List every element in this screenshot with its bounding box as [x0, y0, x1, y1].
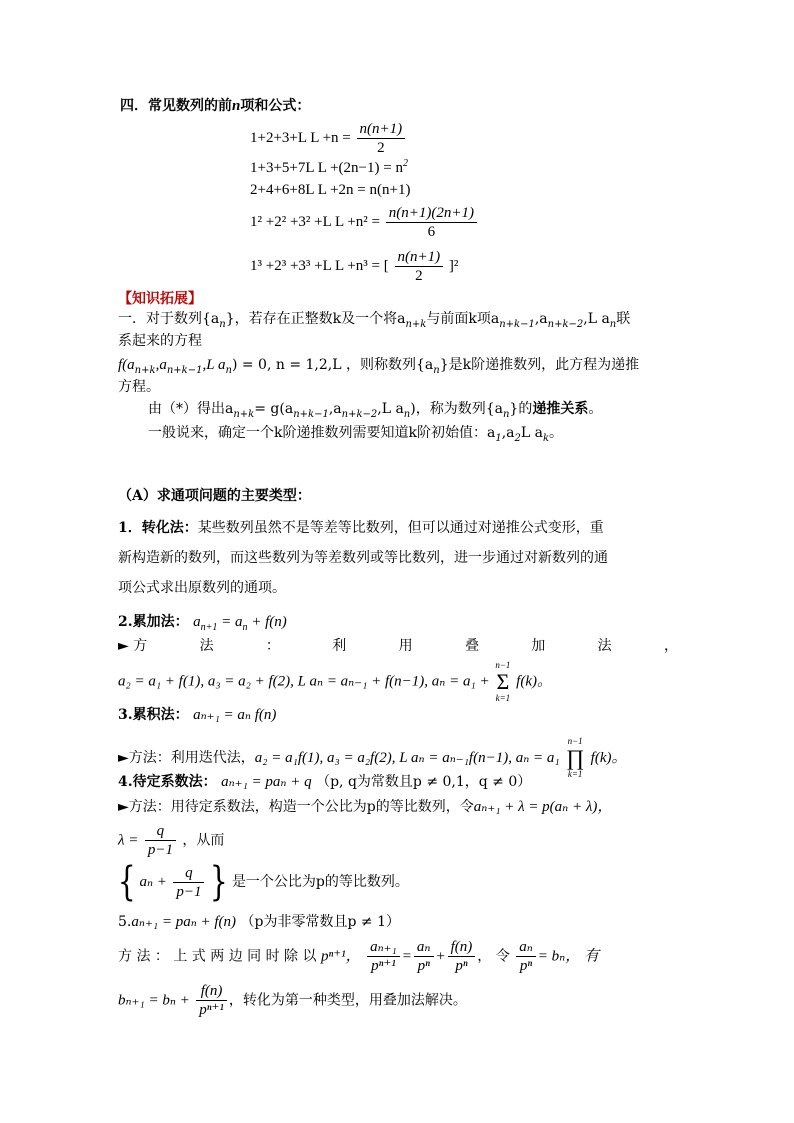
method-3-formula-line: ►方法：利用迭代法，a₂ = a₁f(1), a₃ = a₂f(2), L aₙ = aₙ₋₁f(n−1), aₙ = a₁ n−1 ∏ k=1 f(k)。 [118, 736, 627, 779]
method-5-line-1: 方 法 ： 上 式 两 边 同 时 除 以 pⁿ⁺¹， $\frac{\text{aₙ₊₁}}{\text{pⁿ⁺¹}}$ = $\frac{\text{aₙ}}{\text{pⁿ}}$ + $\frac{f(n)}{\text{pⁿ}}$ ， 令 $\frac{\text{aₙ}}{\text{pⁿ}}$ = bₙ， 有 [118, 939, 599, 974]
formula-sum-squares: 1² +2² +3² +L L +n² = $\frac{n(n+1)(2n+1)}{6}$ [250, 204, 479, 241]
knowledge-extension-title: 【知识拓展】 [118, 291, 202, 307]
section-a-heading: （A）求通项问题的主要类型： [118, 488, 311, 504]
formula-sum-odd: 1+3+5+7L $L +(2n-1) = n^2$ [250, 158, 408, 176]
method-4-sequence: { aₙ + $\frac{q}{p-1}$ } 是一个公比为p的等比数列。 [117, 859, 409, 905]
method-2-method-label: ► 方 法 ： 利 用 叠 加 法 ， [118, 638, 678, 654]
formula-sum-even: 2+4+6+8L L +2n = n(n+1) [250, 182, 411, 198]
method-4-method: ►方法：用待定系数法，构造一个公比为p的等比数列，令aₙ₊₁ + λ = p(aₙ + λ)， [118, 799, 613, 815]
formula-sum-cubes: 1³ +2³ +3³ +L L +n³ = [ $\frac{n(n+1)}{2}$ ]² [250, 249, 459, 284]
ext-line-2: 系起来的方程 [118, 333, 202, 349]
method-4-lambda: λ = $\frac{q}{p-1}$ ，从而 [118, 823, 225, 858]
method-2-title: 2.累加法： $a_{n+1} = a_n + f(n)$ [118, 614, 287, 633]
ext-line-3: $f(a_{n+k},a_{n+k-1},L$ $a_n) = 0$, n = 1,2,L ，则称数列$\{a_n\}$是k阶递推数列，此方程为递推 [118, 357, 640, 376]
method-4-title: 4.待定系数法： aₙ₊₁ = paₙ + q （p, q为常数且p ≠ 0,1，q ≠ 0） [118, 774, 532, 790]
ext-line-6: 一般说来，确定一个k阶递推数列需要知道k阶初始值：$a_1,a_2L$ $a_k$。 [148, 425, 564, 444]
ext-line-4: 方程。 [118, 379, 160, 395]
formula-sum-n: 1+2+3+L L +n = $\frac{n(n+1)}{2}$ [250, 120, 407, 157]
method-1-line-2: 新构造新的数列，而这些数列为等差数列或等比数列，进一步通过对新数列的通 [118, 550, 608, 566]
method-3-title: 3.累积法： aₙ₊₁ = aₙ f(n) [118, 707, 277, 723]
method-2-formula-line: a₂ = a₁ + f(1), a₃ = a₂ + f(2), L aₙ = aₙ₋₁ + f(n−1), aₙ = a₁ + n−1 Σ k=1 f(k)。 [118, 660, 552, 703]
ext-line-5: 由（*）得出$a_{n+k}= g(a_{n+k-1},a_{n+k-2},L$ $a_n$)，称为数列$\{a_n\}$的递推关系。 [148, 401, 603, 420]
method-1-line-3: 项公式求出原数列的通项。 [118, 580, 286, 596]
method-1-line-1: 1．转化法：某些数列虽然不是等差等比数列，但可以通过对递推公式变形，重 [118, 520, 604, 536]
method-5-title: 5.aₙ₊₁ = paₙ + f(n) （p为非零常数且p ≠ 1） [118, 914, 400, 930]
ext-line-1: 一．对于数列$\{a_n\}$，若存在正整数k及一个将$a_{n+k}$与前面k项$a_{n+k-1},a_{n+k-2},L$ $a_n$联 [118, 311, 631, 330]
section-heading-4: 四．常见数列的前n项和公式： [120, 98, 311, 114]
method-5-line-2: bₙ₊₁ = bₙ + $\frac{f(n)}{\text{pⁿ⁺¹}}$ ，转化为第一种类型，用叠加法解决。 [118, 983, 467, 1018]
